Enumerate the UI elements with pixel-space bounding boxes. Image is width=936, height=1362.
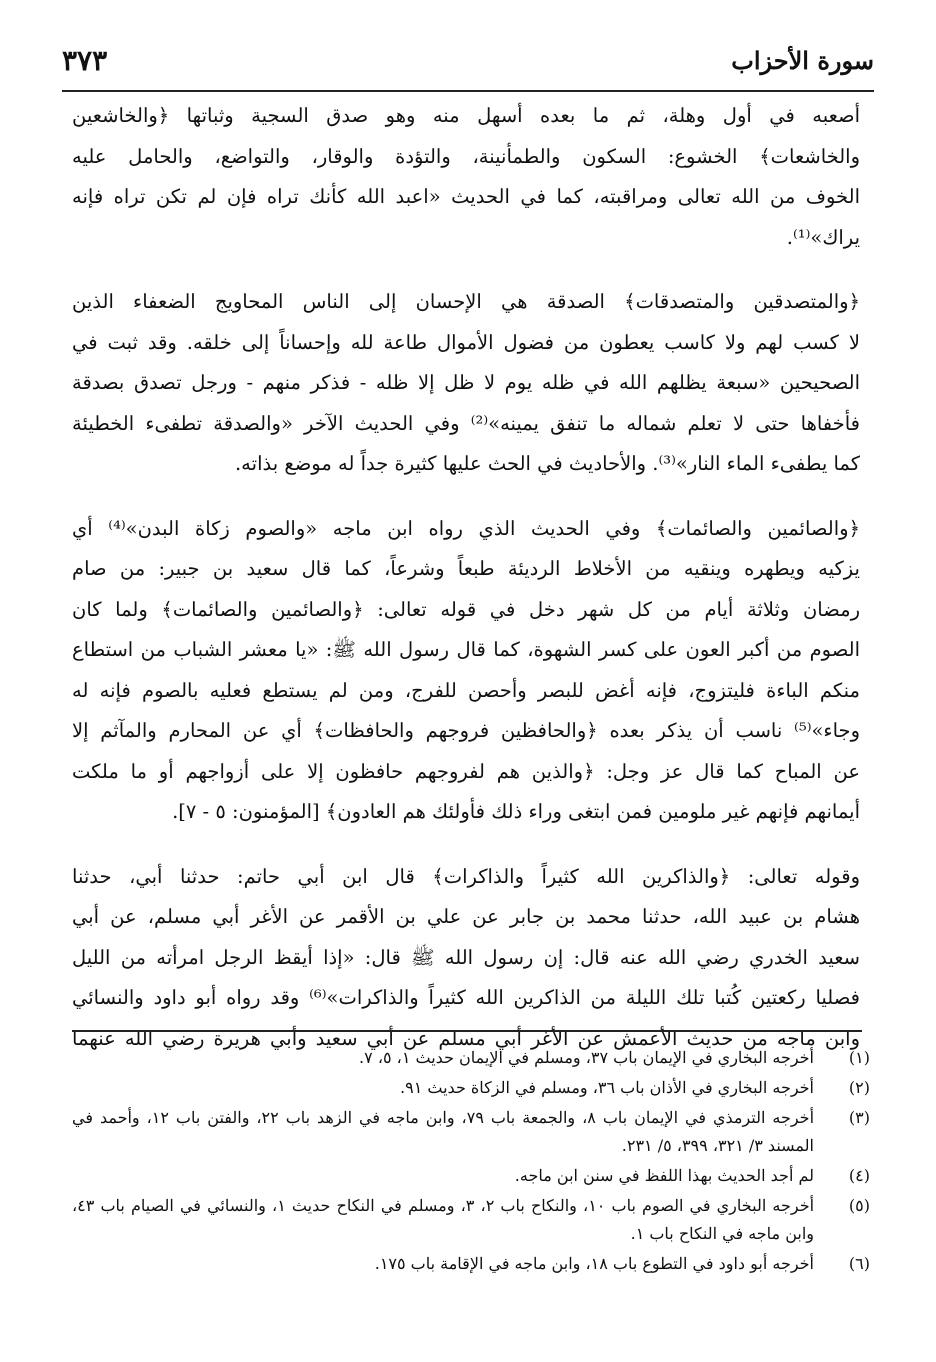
footnote: [72, 1074, 870, 1102]
footnotes: [72, 1044, 870, 1280]
footnote-number: (٦): [848, 1254, 870, 1273]
text-line: يراك»⁽¹⁾.: [786, 225, 860, 249]
paragraph-sa-imin: [72, 509, 860, 833]
footnote-number: (٢): [848, 1078, 870, 1097]
text-line: رمضان وثلاثة أيام من كل شهر دخل في قوله تعالى: ﴿والصائمين والصائمات﴾ ولما كان: [72, 597, 860, 621]
footnote: [72, 1104, 870, 1160]
text-line: والخاشعات﴾ الخشوع: السكون والطمأنينة، والتؤدة والوقار، والتواضع، والحامل عليه: [72, 144, 860, 168]
text-line: وقوله تعالى: ﴿والذاكرين الله كثيراً والذاكرات﴾ قال ابن أبي حاتم: حدثنا أبي، حدثنا: [72, 864, 860, 888]
footnote: [72, 1162, 870, 1190]
paragraph-mutasaddiqin: [72, 282, 860, 485]
page-number: ٣٧٣: [62, 44, 108, 77]
footnote-text: أخرجه البخاري في الصوم باب ١٠، والنكاح باب ٢، ٣، ومسلم في النكاح حديث ١، والنسائي في الصيام باب ٤٣، وابن ماجه في النكاح باب ١.: [72, 1196, 815, 1243]
footnote-text: أخرجه البخاري في الإيمان باب ٣٧، ومسلم في الإيمان حديث ١، ٥، ٧.: [359, 1048, 814, 1067]
footnote: [72, 1044, 870, 1072]
footnote-text: لم أجد الحديث بهذا اللفظ في سنن ابن ماجه.: [514, 1166, 814, 1185]
text-line: أصعبه في أول وهلة، ثم ما بعده أسهل منه وهو صدق السجية وثباتها ﴿والخاشعين: [72, 104, 860, 127]
main-text: [72, 96, 860, 1083]
text-line: ﴿والصائمين والصائمات﴾ وفي الحديث الذي رواه ابن ماجه «والصوم زكاة البدن»⁽⁴⁾ أي: [72, 516, 860, 540]
text-line: وجاء»⁽⁵⁾ ناسب أن يذكر بعده ﴿والحافظين فروجهم والحافظات﴾ أي عن المحارم والمآثم إلا: [72, 719, 860, 742]
text-line: هشام بن عبيد الله، حدثنا محمد بن جابر عن علي بن الأقمر عن الأغر أبي مسلم، عن أبي: [72, 905, 860, 928]
text-line: ﴿والمتصدقين والمتصدقات﴾ الصدقة هي الإحسان إلى الناس المحاويج الضعفاء الذين: [72, 290, 860, 313]
text-line: الخوف من الله تعالى ومراقبته، كما في الحديث «اعبد الله كأنك تراه فإن لم تكن تراه فإنه: [72, 185, 860, 208]
footnote-number: (٥): [848, 1196, 870, 1215]
footnote-text: أخرجه الترمذي في الإيمان باب ٨، والجمعة باب ٧٩، وابن ماجه في الزهد باب ٢٢، والفتن باب ١٢، وأحمد في المسند ٣/ ٣٢١، ٣٩٩، ٥/ ٢٣١.: [72, 1108, 815, 1155]
footnote-number: (٤): [848, 1166, 870, 1185]
paragraph-dhakirin: [72, 857, 860, 1060]
text-line: يزكيه ويطهره وينقيه من الأخلاط الرديئة طبعاً وشرعاً، كما قال سعيد بن جبير: من صام: [72, 557, 860, 580]
text-line: منكم الباءة فليتزوج، فإنه أغض للبصر وأحصن للفرج، ومن لم يستطع فعليه بالصوم فإنه له: [72, 678, 860, 702]
text-line: عن المباح كما قال عز وجل: ﴿والذين هم لفروجهم حافظون إلا على أزواجهم أو ما ملكت: [72, 759, 860, 783]
footnote-number: (٣): [848, 1108, 870, 1127]
text-line: الصحيحين «سبعة يظلهم الله في ظله يوم لا ظل إلا ظله - فذكر منهم - ورجل تصدق بصدقة: [72, 371, 860, 394]
footnote-number: (١): [848, 1048, 870, 1067]
surah-title: سورة الأحزاب: [731, 46, 874, 75]
text-line: فأخفاها حتى لا تعلم شماله ما تنفق يمينه»⁽²⁾ وفي الحديث الآخر «والصدقة تطفىء الخطيئة: [72, 411, 860, 435]
footnote: [72, 1250, 870, 1278]
paragraph-khashi-in: [72, 96, 860, 258]
footnote: [72, 1192, 870, 1248]
text-line: كما يطفىء الماء النار»⁽³⁾. والأحاديث في الحث عليها كثيرة جداً له موضع بذاته.: [234, 452, 860, 475]
text-line: سعيد الخدري رضي الله عنه قال: إن رسول الله ﷺ قال: «إذا أيقظ الرجل امرأته من الليل: [72, 945, 860, 969]
text-line: وابن ماجه من حديث الأعمش عن الأغر أبي مسلم عن أبي سعيد وأبي هريرة رضي الله عنهما: [72, 1026, 860, 1050]
text-line: لا كسب لهم ولا كاسب يعطون من فضول الأموال طاعة لله وإحساناً إلى خلقه. وقد ثبت في: [72, 330, 860, 354]
footnote-text: أخرجه أبو داود في التطوع باب ١٨، وابن ماجه في الإقامة باب ١٧٥.: [374, 1254, 814, 1273]
footnote-divider: [72, 1030, 862, 1032]
text-line: الصوم من أكبر العون على كسر الشهوة، كما قال رسول الله ﷺ: «يا معشر الشباب من استطاع: [72, 638, 860, 661]
text-line: أيمانهم فإنهم غير ملومين فمن ابتغى وراء ذلك فأولئك هم العادون﴾ [المؤمنون: ٥ - ٧].: [172, 800, 860, 823]
text-line: فصليا ركعتين كُتبا تلك الليلة من الذاكرين الله كثيراً والذاكرات»⁽⁶⁾ وقد رواه أبو داود والنسائي: [72, 986, 860, 1009]
footnote-text: أخرجه البخاري في الأذان باب ٣٦، ومسلم في الزكاة حديث ٩١.: [400, 1078, 814, 1097]
page-header: [62, 40, 874, 92]
